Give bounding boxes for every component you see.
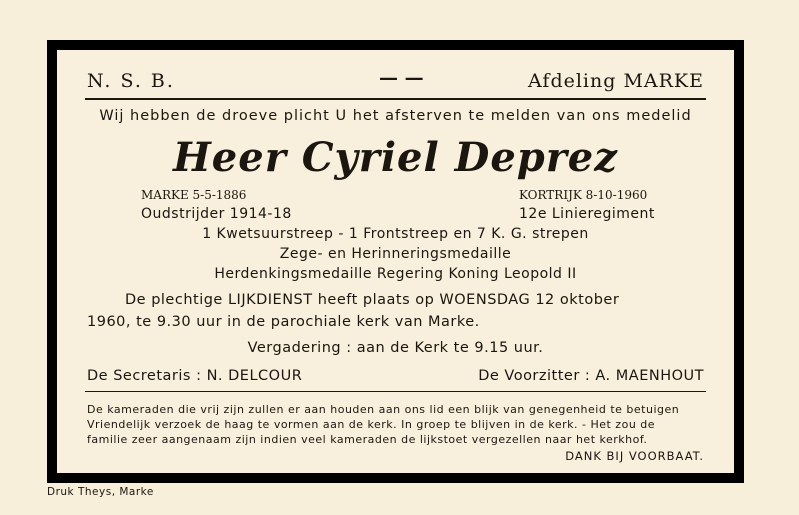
memorial-card	[57, 50, 734, 473]
regiment-info: 12e Linieregiment	[519, 206, 655, 222]
intro-text: Wij hebben de droeve plicht U het afsterven te melden van ons medelid	[99, 108, 692, 124]
death-info: KORTRIJK 8-10-1960	[519, 188, 648, 202]
org-name: N. S. B.	[87, 70, 175, 92]
honor-line: Herdenkingsmedaille Regering Koning Leopold II	[214, 266, 577, 282]
deceased-name: Heer Cyriel Deprez	[173, 134, 618, 181]
thanks-text: DANK BIJ VOORBAAT.	[565, 449, 704, 463]
secretary-signature: De Secretaris : N. DELCOUR	[87, 368, 303, 384]
note-line: Vriendelijk verzoek de haag te vormen aan de kerk. In groep te blijven in de kerk. - Het zou de	[87, 418, 656, 431]
honor-line: Zege- en Herinneringsmedaille	[279, 246, 512, 262]
birth-info: MARKE 5-5-1886	[141, 188, 247, 202]
honor-line: 1 Kwetsuurstreep - 1 Frontstreep en 7 K. G. strepen	[202, 226, 589, 242]
footer-divider	[85, 391, 706, 392]
memorial-card-border	[47, 40, 744, 483]
meeting-info: Vergadering : aan de Kerk te 9.15 uur.	[247, 340, 544, 356]
service-line-2: 1960, te 9.30 uur in de parochiale kerk van Marke.	[87, 314, 480, 330]
chairman-signature: De Voorzitter : A. MAENHOUT	[478, 368, 704, 384]
header-dashes: — —	[379, 67, 424, 89]
note-line: De kameraden die vrij zijn zullen er aan houden aan ons lid een blijk van genegenheid te betuigen	[87, 403, 680, 416]
service-line-1: De plechtige LIJKDIENST heeft plaats op WOENSDAG 12 oktober	[125, 292, 620, 308]
department-name: Afdeling MARKE	[528, 70, 704, 92]
veteran-info: Oudstrijder 1914-18	[141, 206, 292, 222]
header-divider	[85, 98, 706, 100]
printer-credit: Druk Theys, Marke	[47, 486, 154, 498]
note-line: familie zeer aangenaam zijn indien veel kameraden de lijkstoet vergezellen naar het kerkhof.	[87, 433, 648, 446]
